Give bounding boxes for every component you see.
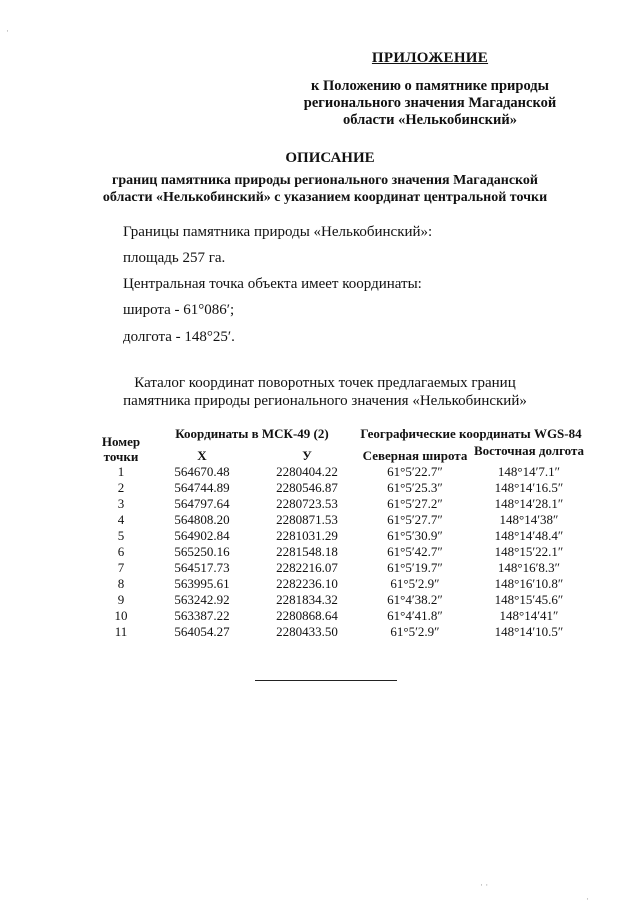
longitude-paragraph: долгота - 148°25′. bbox=[123, 329, 235, 345]
header-geo-group: Географические координаты WGS-84 bbox=[360, 426, 582, 441]
y-cell: 2282216.07 bbox=[276, 560, 338, 575]
header-point-number: Номер точки bbox=[101, 434, 141, 464]
longitude-cell: 148°14′16.5″ bbox=[494, 480, 564, 495]
latitude-cell: 61°5′2.9″ bbox=[390, 624, 440, 639]
catalog-heading bbox=[80, 374, 570, 410]
point-number-cell: 11 bbox=[114, 624, 128, 639]
x-cell: 564054.27 bbox=[174, 624, 230, 639]
header-longitude: Восточная долгота bbox=[473, 442, 585, 458]
appendix-line: регионального значения Магаданской bbox=[303, 95, 557, 111]
point-number-cell: 8 bbox=[117, 576, 125, 591]
y-cell: 2281834.32 bbox=[276, 592, 338, 607]
header-msk-group: Координаты в МСК-49 (2) bbox=[175, 426, 329, 441]
center-point-paragraph: Центральная точка объекта имеет координаты: bbox=[123, 276, 422, 292]
appendix-header bbox=[280, 50, 580, 129]
table-row bbox=[95, 480, 585, 496]
point-number-cell: 1 bbox=[117, 464, 125, 479]
description-title: ОПИСАНИЕ bbox=[285, 150, 375, 166]
header-x: X bbox=[197, 447, 207, 463]
scan-artifact-dot: · bbox=[586, 894, 589, 904]
longitude-cell: 148°16′10.8″ bbox=[494, 576, 564, 591]
latitude-cell: 61°5′42.7″ bbox=[387, 544, 443, 559]
subtitle-line: границ памятника природы регионального значения Магаданской bbox=[112, 173, 538, 188]
latitude-cell: 61°5′30.9″ bbox=[387, 528, 443, 543]
subtitle-line: области «Нелькобинский» с указанием координат центральной точки bbox=[102, 190, 548, 205]
longitude-cell: 148°14′41″ bbox=[499, 608, 559, 623]
appendix-title: ПРИЛОЖЕНИЕ bbox=[371, 50, 489, 66]
y-cell: 2280546.87 bbox=[276, 480, 338, 495]
longitude-cell: 148°14′7.1″ bbox=[497, 464, 561, 479]
longitude-cell: 148°16′8.3″ bbox=[497, 560, 561, 575]
point-number-cell: 7 bbox=[117, 560, 125, 575]
appendix-line: области «Нелькобинский» bbox=[343, 112, 517, 128]
table-row bbox=[95, 544, 585, 560]
table-row bbox=[95, 528, 585, 544]
longitude-cell: 148°15′45.6″ bbox=[494, 592, 564, 607]
longitude-cell: 148°14′38″ bbox=[499, 512, 559, 527]
x-cell: 564670.48 bbox=[174, 464, 230, 479]
boundaries-paragraph: Границы памятника природы «Нелькобинский»: bbox=[123, 224, 433, 240]
latitude-cell: 61°5′2.9″ bbox=[390, 576, 440, 591]
table-row bbox=[95, 576, 585, 592]
y-cell: 2280723.53 bbox=[276, 496, 338, 511]
y-cell: 2280433.50 bbox=[276, 624, 338, 639]
latitude-cell: 61°4′41.8″ bbox=[387, 608, 443, 623]
header-y: У bbox=[302, 447, 312, 463]
x-cell: 564517.73 bbox=[174, 560, 230, 575]
table-row bbox=[95, 512, 585, 528]
x-cell: 564744.89 bbox=[174, 480, 230, 495]
y-cell: 2281548.18 bbox=[276, 544, 338, 559]
longitude-cell: 148°14′48.4″ bbox=[494, 528, 564, 543]
table-row bbox=[95, 592, 585, 608]
y-cell: 2280871.53 bbox=[276, 512, 338, 527]
point-number-cell: 6 bbox=[117, 544, 125, 559]
longitude-cell: 148°15′22.1″ bbox=[494, 544, 564, 559]
x-cell: 564808.20 bbox=[174, 512, 230, 527]
scan-artifact-dot: · · bbox=[480, 880, 489, 890]
y-cell: 2281031.29 bbox=[276, 528, 338, 543]
coordinates-table bbox=[95, 426, 585, 640]
y-cell: 2282236.10 bbox=[276, 576, 338, 591]
x-cell: 564797.64 bbox=[174, 496, 230, 511]
point-number-cell: 4 bbox=[117, 512, 125, 527]
separator-line bbox=[255, 680, 397, 681]
point-number-cell: 10 bbox=[114, 608, 128, 623]
latitude-cell: 61°5′27.2″ bbox=[387, 496, 443, 511]
x-cell: 563242.92 bbox=[174, 592, 230, 607]
coordinates-table-body bbox=[95, 464, 585, 640]
table-row bbox=[95, 624, 585, 640]
y-cell: 2280404.22 bbox=[276, 464, 338, 479]
point-number-cell: 9 bbox=[117, 592, 125, 607]
scan-artifact-dot: · bbox=[6, 26, 9, 36]
longitude-cell: 148°14′28.1″ bbox=[494, 496, 564, 511]
latitude-cell: 61°5′25.3″ bbox=[387, 480, 443, 495]
description-subtitle bbox=[60, 172, 590, 206]
table-row bbox=[95, 560, 585, 576]
table-row bbox=[95, 496, 585, 512]
latitude-cell: 61°4′38.2″ bbox=[387, 592, 443, 607]
catalog-line: памятника природы регионального значения «Нелькобинский» bbox=[123, 393, 527, 409]
x-cell: 564902.84 bbox=[174, 528, 230, 543]
latitude-cell: 61°5′27.7″ bbox=[387, 512, 443, 527]
appendix-line: к Положению о памятнике природы bbox=[311, 78, 549, 94]
catalog-line: Каталог координат поворотных точек предлагаемых границ bbox=[134, 375, 516, 391]
area-paragraph: площадь 257 га. bbox=[123, 250, 226, 266]
latitude-cell: 61°5′19.7″ bbox=[387, 560, 443, 575]
point-number-cell: 5 bbox=[117, 528, 125, 543]
latitude-paragraph: широта - 61°086′; bbox=[123, 302, 235, 318]
x-cell: 563387.22 bbox=[174, 608, 230, 623]
longitude-cell: 148°14′10.5″ bbox=[494, 624, 564, 639]
point-number-cell: 2 bbox=[117, 480, 125, 495]
header-latitude: Северная широта bbox=[362, 447, 468, 463]
table-row bbox=[95, 464, 585, 480]
x-cell: 565250.16 bbox=[174, 544, 230, 559]
point-number-cell: 3 bbox=[117, 496, 125, 511]
y-cell: 2280868.64 bbox=[276, 608, 338, 623]
latitude-cell: 61°5′22.7″ bbox=[387, 464, 443, 479]
x-cell: 563995.61 bbox=[174, 576, 230, 591]
table-row bbox=[95, 608, 585, 624]
